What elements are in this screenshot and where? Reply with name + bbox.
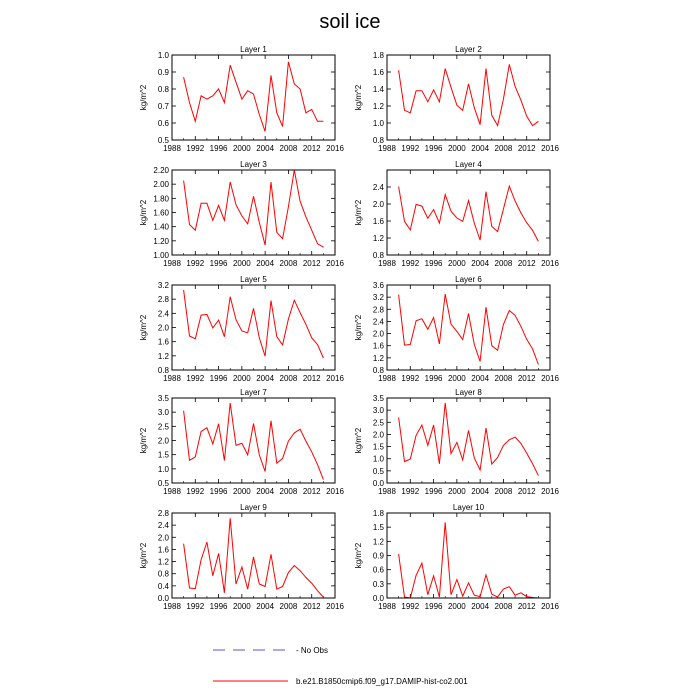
y-tick-label: 2.00 [153, 180, 169, 190]
x-tick-label: 2004 [256, 259, 275, 268]
y-tick-label: 0.9 [157, 68, 169, 77]
x-tick-label: 1996 [424, 144, 443, 153]
panel-layer-6 [354, 275, 559, 383]
x-tick-label: 1988 [378, 259, 396, 268]
x-tick-label: 1996 [424, 487, 443, 496]
y-tick-label: 2.0 [372, 200, 384, 209]
y-tick-label: 1.40 [153, 222, 169, 232]
x-tick-label: 2008 [494, 259, 513, 268]
y-tick-label: 1.6 [372, 68, 384, 77]
x-tick-label: 2016 [541, 602, 559, 611]
panel-title: Layer 8 [455, 388, 482, 397]
panel-layer-8 [354, 388, 559, 496]
y-tick-label: 0.8 [157, 85, 169, 94]
plot-frame [387, 55, 550, 140]
panel-title: Layer 2 [455, 45, 482, 54]
y-tick-label: 1.2 [372, 353, 384, 363]
x-tick-label: 2008 [279, 144, 298, 153]
x-tick-label: 2004 [256, 487, 275, 496]
x-tick-label: 2000 [232, 374, 251, 383]
x-tick-label: 1992 [401, 374, 420, 383]
y-tick-label: 0.5 [372, 466, 384, 476]
series-line-1 [184, 170, 324, 247]
x-tick-label: 2016 [541, 259, 559, 268]
y-tick-label: 2.0 [157, 533, 169, 543]
y-tick-label: 1.2 [157, 557, 169, 567]
y-tick-label: 3.0 [157, 408, 169, 418]
y-tick-label: 1.5 [372, 523, 384, 533]
x-tick-label: 2016 [326, 487, 344, 496]
x-tick-label: 1988 [163, 144, 181, 153]
y-tick-label: 1.2 [372, 102, 384, 111]
y-tick-label: 2.0 [372, 329, 384, 339]
x-tick-label: 2004 [471, 487, 490, 496]
x-tick-label: 2008 [279, 602, 298, 611]
legend-obs-label: - No Obs [296, 646, 329, 655]
series-line-1 [184, 62, 324, 132]
x-tick-label: 1996 [209, 487, 228, 496]
y-tick-label: 1.80 [153, 194, 169, 204]
x-tick-label: 1988 [378, 487, 396, 496]
panel-title: Layer 9 [240, 503, 267, 512]
y-axis-label: kg/m^2 [139, 314, 148, 341]
x-tick-label: 2000 [447, 374, 466, 383]
y-tick-label: 0.8 [372, 251, 384, 260]
panel-layer-3 [139, 160, 344, 268]
x-tick-label: 2008 [494, 374, 513, 383]
y-tick-label: 1.6 [157, 545, 169, 555]
x-tick-label: 1996 [424, 259, 443, 268]
plot-frame [172, 285, 335, 370]
y-tick-label: 2.20 [153, 166, 169, 175]
y-tick-label: 1.6 [157, 337, 169, 347]
y-tick-label: 1.60 [153, 208, 169, 218]
y-tick-label: 2.8 [157, 509, 169, 518]
y-axis-label: kg/m^2 [354, 427, 363, 454]
y-tick-label: 0.8 [372, 136, 384, 145]
legend [213, 646, 468, 686]
plot-frame [172, 398, 335, 483]
x-tick-label: 1996 [424, 602, 443, 611]
panel-layer-5 [139, 275, 344, 383]
x-tick-label: 1992 [186, 602, 205, 611]
plot-frame [172, 55, 335, 140]
y-axis-label: kg/m^2 [354, 199, 363, 226]
x-tick-label: 2004 [256, 144, 275, 153]
y-axis-label: kg/m^2 [139, 427, 148, 454]
x-tick-label: 2008 [279, 374, 298, 383]
x-tick-label: 2016 [326, 259, 344, 268]
y-tick-label: 0.0 [372, 479, 384, 488]
y-axis-label: kg/m^2 [139, 542, 148, 569]
y-tick-label: 0.6 [157, 119, 169, 128]
y-tick-label: 2.0 [157, 323, 169, 333]
x-tick-label: 2004 [256, 602, 275, 611]
y-tick-label: 3.0 [372, 406, 384, 416]
y-axis-label: kg/m^2 [354, 84, 363, 111]
panel-layer-4 [354, 160, 559, 268]
x-tick-label: 2004 [256, 374, 275, 383]
x-tick-label: 1988 [163, 487, 181, 496]
panel-layer-1 [139, 45, 344, 153]
panel-title: Layer 7 [240, 388, 267, 397]
x-tick-label: 2000 [447, 487, 466, 496]
x-tick-label: 1988 [378, 602, 396, 611]
x-tick-label: 2012 [302, 487, 321, 496]
y-tick-label: 0.8 [372, 366, 384, 375]
y-tick-label: 3.5 [372, 394, 384, 403]
figure-title: soil ice [319, 11, 381, 33]
series-line-1 [184, 290, 324, 358]
y-tick-label: 1.6 [372, 341, 384, 351]
y-tick-label: 1.4 [372, 85, 384, 94]
y-tick-label: 1.20 [153, 236, 169, 246]
y-tick-label: 1.5 [157, 450, 169, 460]
x-tick-label: 2016 [326, 144, 344, 153]
y-tick-label: 3.5 [157, 394, 169, 403]
y-tick-label: 1.6 [372, 217, 384, 226]
x-tick-label: 1992 [401, 602, 420, 611]
x-tick-label: 2012 [517, 144, 536, 153]
y-axis-label: kg/m^2 [139, 84, 148, 111]
x-tick-label: 1996 [424, 374, 443, 383]
y-tick-label: 1.0 [157, 51, 169, 60]
y-tick-label: 3.2 [372, 293, 384, 303]
y-tick-label: 1.2 [157, 351, 169, 361]
plot-frame [387, 513, 550, 598]
y-tick-label: 2.0 [157, 436, 169, 446]
x-tick-label: 2012 [517, 602, 536, 611]
x-tick-label: 2016 [541, 487, 559, 496]
y-tick-label: 1.8 [372, 509, 384, 518]
x-tick-label: 1988 [163, 602, 181, 611]
panel-title: Layer 5 [240, 275, 267, 284]
y-tick-label: 1.2 [372, 537, 384, 547]
x-tick-label: 2012 [517, 374, 536, 383]
x-tick-label: 1992 [401, 144, 420, 153]
y-tick-label: 2.8 [157, 295, 169, 305]
y-tick-label: 1.8 [372, 51, 384, 60]
x-tick-label: 1996 [209, 259, 228, 268]
y-axis-label: kg/m^2 [354, 314, 363, 341]
y-tick-label: 2.4 [372, 317, 384, 327]
x-tick-label: 1992 [186, 487, 205, 496]
y-tick-label: 0.5 [157, 136, 169, 145]
x-tick-label: 1992 [401, 259, 420, 268]
x-tick-label: 2000 [447, 144, 466, 153]
y-tick-label: 0.8 [157, 366, 169, 375]
x-tick-label: 1988 [163, 259, 181, 268]
y-tick-label: 1.0 [157, 464, 169, 474]
panel-title: Layer 1 [240, 45, 267, 54]
series-line-1 [399, 294, 539, 364]
y-tick-label: 3.2 [157, 281, 169, 290]
plot-frame [387, 170, 550, 255]
x-tick-label: 2004 [471, 259, 490, 268]
x-tick-label: 2016 [541, 374, 559, 383]
x-tick-label: 2000 [447, 602, 466, 611]
x-tick-label: 2012 [302, 144, 321, 153]
x-tick-label: 1992 [186, 144, 205, 153]
x-tick-label: 2004 [471, 602, 490, 611]
y-tick-label: 1.0 [372, 454, 384, 464]
x-tick-label: 2000 [447, 259, 466, 268]
x-tick-label: 1988 [163, 374, 181, 383]
y-tick-label: 1.5 [372, 442, 384, 452]
series-line-1 [399, 64, 539, 125]
x-tick-label: 2016 [326, 602, 344, 611]
x-tick-label: 2008 [279, 259, 298, 268]
x-tick-label: 2008 [279, 487, 298, 496]
panel-layer-7 [139, 388, 344, 496]
x-tick-label: 2012 [517, 259, 536, 268]
x-tick-label: 1992 [401, 487, 420, 496]
panel-layer-2 [354, 45, 559, 153]
x-tick-label: 2016 [541, 144, 559, 153]
x-tick-label: 2012 [517, 487, 536, 496]
series-line-1 [184, 403, 324, 480]
y-tick-label: 2.4 [157, 521, 169, 531]
y-tick-label: 0.0 [372, 594, 384, 603]
plot-frame [387, 398, 550, 483]
series-line-1 [399, 522, 539, 598]
series-line-1 [399, 186, 539, 241]
x-tick-label: 2000 [232, 487, 251, 496]
series-line-1 [184, 518, 324, 597]
x-tick-label: 2004 [471, 144, 490, 153]
y-tick-label: 0.9 [372, 551, 384, 561]
plot-frame [387, 285, 550, 370]
x-tick-label: 2016 [326, 374, 344, 383]
panel-title: Layer 6 [455, 275, 482, 284]
x-tick-label: 2000 [232, 144, 251, 153]
x-tick-label: 2000 [232, 259, 251, 268]
x-tick-label: 1996 [209, 374, 228, 383]
y-tick-label: 0.5 [157, 479, 169, 488]
y-tick-label: 0.4 [157, 581, 169, 591]
x-tick-label: 1988 [378, 374, 396, 383]
panel-layer-10 [354, 503, 559, 611]
y-tick-label: 2.4 [372, 183, 384, 192]
y-tick-label: 0.6 [372, 565, 384, 575]
y-tick-label: 1.00 [153, 251, 169, 260]
y-tick-label: 2.4 [157, 309, 169, 319]
y-tick-label: 0.7 [157, 102, 169, 111]
y-tick-label: 1.2 [372, 234, 384, 243]
x-tick-label: 2000 [232, 602, 251, 611]
y-axis-label: kg/m^2 [354, 542, 363, 569]
x-tick-label: 2012 [302, 602, 321, 611]
plot-frame [172, 170, 335, 255]
legend-model-label: b.e21.B1850cmip6.f09_g17.DAMIP-hist-co2.001 [296, 677, 468, 686]
series-line-1 [399, 403, 539, 476]
x-tick-label: 2008 [494, 487, 513, 496]
y-tick-label: 2.8 [372, 305, 384, 315]
y-tick-label: 2.5 [157, 422, 169, 432]
y-axis-label: kg/m^2 [139, 199, 148, 226]
panel-title: Layer 3 [240, 160, 267, 169]
x-tick-label: 1992 [186, 259, 205, 268]
y-tick-label: 3.6 [372, 281, 384, 290]
y-tick-label: 0.3 [372, 579, 384, 589]
x-tick-label: 1992 [186, 374, 205, 383]
panel-title: Layer 4 [455, 160, 482, 169]
x-tick-label: 2008 [494, 144, 513, 153]
panels-grid [139, 45, 559, 611]
x-tick-label: 2012 [302, 374, 321, 383]
x-tick-label: 1996 [209, 144, 228, 153]
y-tick-label: 2.5 [372, 418, 384, 428]
y-tick-label: 0.0 [157, 594, 169, 603]
y-tick-label: 0.8 [157, 569, 169, 579]
x-tick-label: 1996 [209, 602, 228, 611]
x-tick-label: 2008 [494, 602, 513, 611]
y-tick-label: 2.0 [372, 430, 384, 440]
x-tick-label: 1988 [378, 144, 396, 153]
y-tick-label: 1.0 [372, 119, 384, 128]
x-tick-label: 2004 [471, 374, 490, 383]
panel-title: Layer 10 [452, 503, 485, 512]
panel-layer-9 [139, 503, 344, 611]
x-tick-label: 2012 [302, 259, 321, 268]
